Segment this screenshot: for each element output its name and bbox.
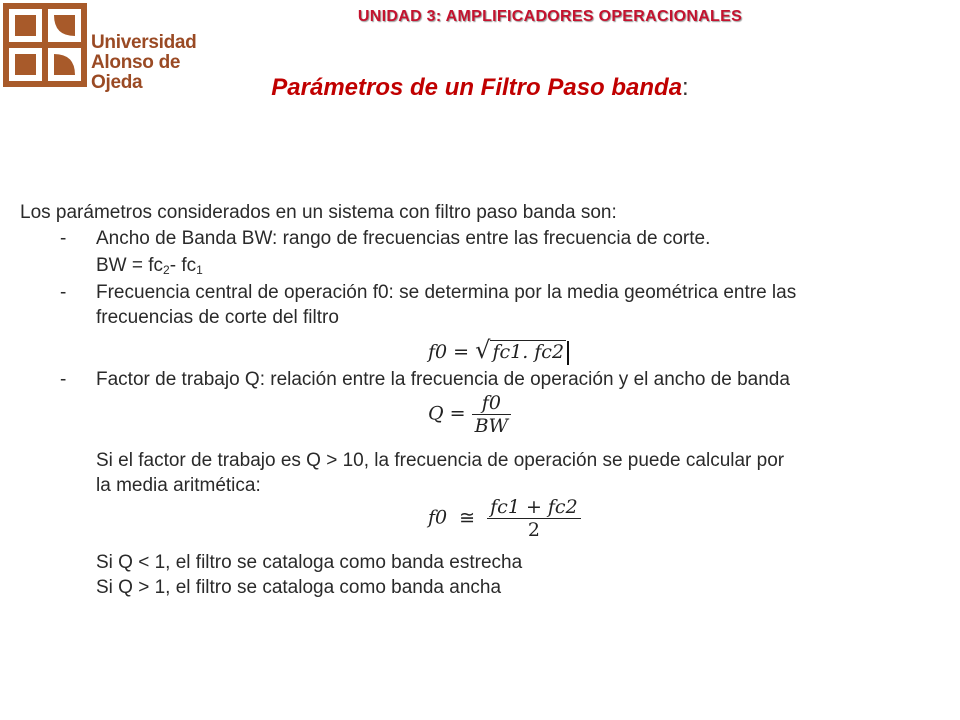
bw-formula [96,255,203,277]
approx-formula-lhs: f0 [428,506,448,529]
f0-title-line-1: Frecuencia central de operación f0: se determina por la media geométrica entre las [96,282,797,303]
bw-formula-mid: - fc [169,255,197,276]
q10-line-2: la media aritmética: [96,475,261,496]
slide-title-colon: : [682,74,689,101]
q-formula [428,392,511,437]
wide-band-text: Si Q > 1, el filtro se cataloga como banda ancha [96,577,502,598]
sqrt-symbol: √ [475,336,491,364]
bullet-dash: - [60,282,67,303]
f0-formula [428,336,569,365]
approx-fraction [487,496,581,541]
text-cursor [567,341,569,365]
intro-text: Los parámetros considerados en un sistema con filtro paso banda son: [20,202,617,223]
approx-numerator: fc1 + fc2 [490,496,578,518]
approx-formula [428,496,581,541]
logo-line-2: Alonso de Ojeda [91,52,181,93]
narrow-band-text: Si Q < 1, el filtro se cataloga como banda estrecha [96,552,523,573]
q-formula-lhs: Q = [428,402,466,425]
bw-formula-prefix: BW = fc [96,255,164,276]
q-formula-fraction [472,392,512,437]
approx-denominator: 2 [487,518,581,541]
q-formula-numerator: f0 [481,392,501,414]
bw-sub-1: 1 [196,263,203,277]
bullet-dash: - [60,369,67,390]
approx-symbol: ≅ [459,506,476,529]
q10-line-1: Si el factor de trabajo es Q > 10, la frecuencia de operación se puede calcular por [96,450,785,471]
q-title: Factor de trabajo Q: relación entre la frecuencia de operación y el ancho de banda [96,369,790,390]
f0-formula-radicand: fc1. fc2 [492,341,565,363]
bw-title: Ancho de Banda BW: rango de frecuencias entre las frecuencia de corte. [96,228,711,249]
f0-formula-lhs: f0 = [428,341,470,363]
bw-sub-2: 2 [163,263,170,277]
unit-header: UNIDAD 3: AMPLIFICADORES OPERACIONALES [357,8,743,25]
f0-title-line-2: frecuencias de corte del filtro [96,307,339,328]
logo-line-1: Universidad [91,32,197,53]
bullet-dash: - [60,228,67,249]
q-formula-denominator: BW [472,414,512,437]
slide-title-text: Parámetros de un Filtro Paso banda [271,74,683,101]
